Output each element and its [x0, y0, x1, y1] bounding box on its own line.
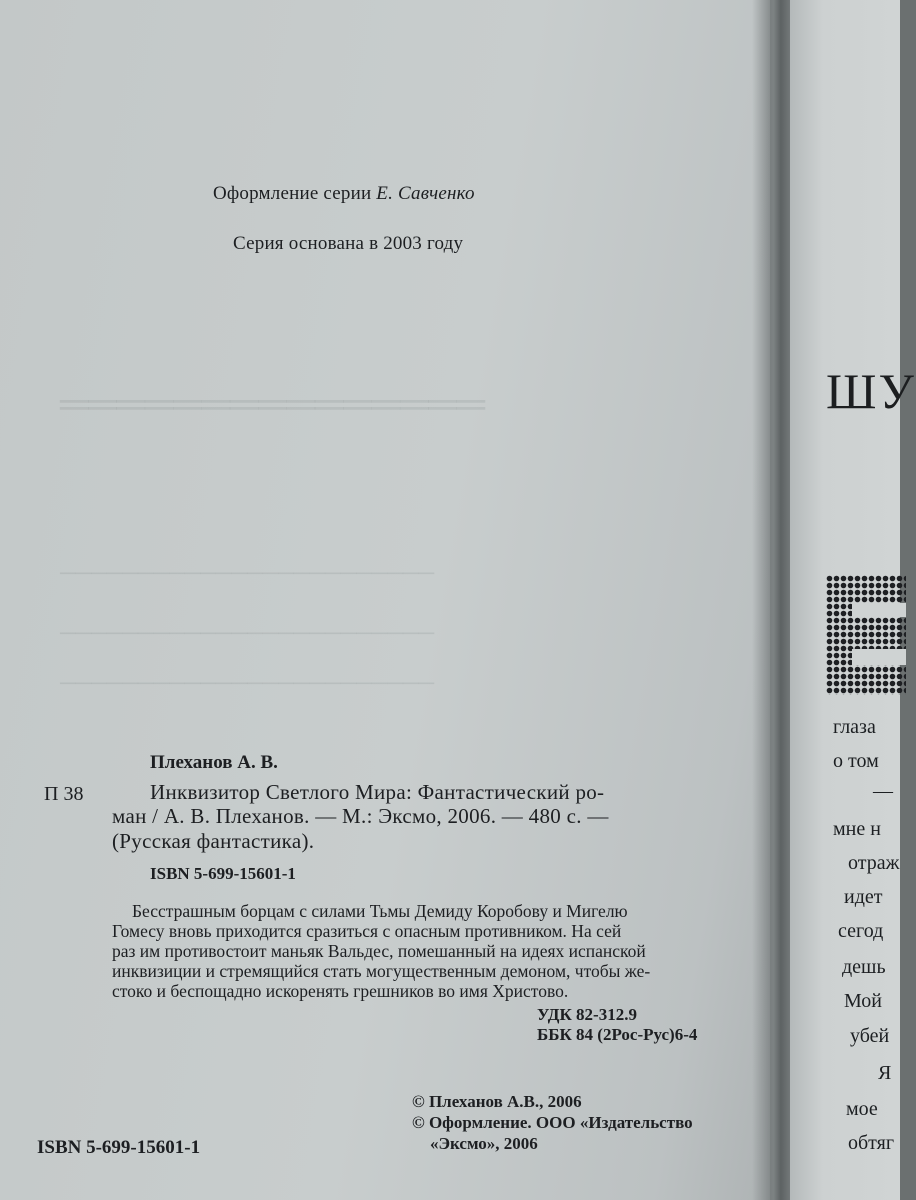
- copyright-line: © Плеханов А.В., 2006: [412, 1092, 582, 1111]
- annotation-line: Бесстрашным борцам с силами Тьмы Демиду Коробову и Мигелю: [132, 901, 628, 921]
- catalog-isbn: ISBN 5-699-15601-1: [150, 864, 296, 883]
- author-heading: Плеханов А. В.: [150, 752, 278, 773]
- right-page-line: о том: [833, 750, 879, 772]
- bottom-isbn: ISBN 5-699-15601-1: [37, 1137, 201, 1158]
- annotation-line: Гомесу вновь приходится сразиться с опасным противником. На сей: [112, 921, 622, 941]
- right-page-line: отраж: [848, 852, 900, 874]
- series-design-line: [213, 183, 475, 205]
- right-page-line: дешь: [842, 956, 886, 978]
- annotation-line: инквизиции и стремящийся стать могущественным демоном, чтобы же-: [112, 961, 651, 981]
- right-page-line: глаза: [833, 716, 876, 738]
- catalog-index: П 38: [44, 783, 84, 805]
- show-through-text: ────────────────────────: [60, 560, 435, 585]
- right-page-line: убей: [850, 1025, 890, 1047]
- show-through-text: ────────────────────────: [60, 670, 435, 695]
- right-page-line: Я: [878, 1062, 892, 1084]
- right-page-line: —: [873, 780, 893, 802]
- annotation-line: раз им противостоит маньяк Вальдес, помешанный на идеях испанской: [112, 941, 646, 961]
- bbk-code: ББК 84 (2Рос-Рус)6-4: [537, 1025, 698, 1044]
- copyright-line: «Эксмо», 2006: [430, 1134, 538, 1153]
- udk-code: УДК 82-312.9: [537, 1005, 637, 1024]
- right-page-line: идет: [844, 886, 883, 908]
- catalog-entry-line: (Русская фантастика).: [112, 829, 315, 853]
- show-through-text: ═══════════════: [60, 381, 486, 426]
- right-page-line: Мой: [844, 990, 882, 1012]
- right-page-line: сегод: [838, 920, 884, 942]
- series-designer-name: Е. Савченко: [376, 183, 475, 204]
- decorative-dot-initial: [826, 575, 906, 695]
- catalog-entry-line: Инквизитор Светлого Мира: Фантастический ро-: [150, 780, 605, 804]
- right-page-line: мое: [846, 1098, 878, 1120]
- catalog-entry-line: ман / А. В. Плеханов. — М.: Эксмо, 2006. — 480 с. —: [112, 804, 609, 828]
- copyright-line: © Оформление. ООО «Издательство: [412, 1113, 693, 1132]
- right-page-line: мне н: [833, 818, 881, 840]
- annotation-line: стоко и беспощадно искоренять грешников во имя Христово.: [112, 981, 569, 1001]
- right-page-heading: ШУ: [826, 363, 916, 419]
- series-founded: Серия основана в 2003 году: [233, 233, 464, 254]
- right-page-line: обтяг: [848, 1132, 895, 1154]
- show-through-text: ────────────────────────: [60, 620, 435, 645]
- series-design-label: Оформление серии: [213, 183, 372, 204]
